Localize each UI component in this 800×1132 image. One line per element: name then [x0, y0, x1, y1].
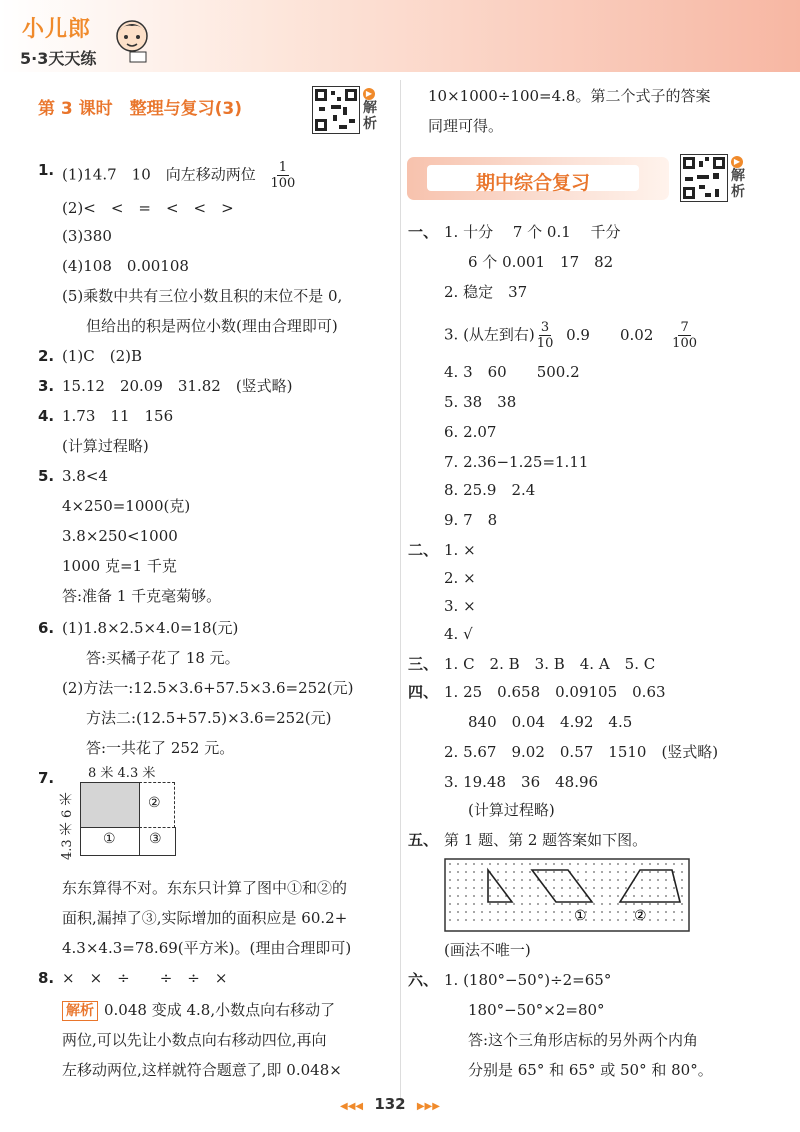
q8-analysis-line3: 左移动两位,这样就符合题意了,即 0.048× — [62, 1061, 342, 1079]
qr-code-icon[interactable] — [312, 86, 360, 134]
play-icon: ▶ — [731, 156, 743, 168]
section-banner — [407, 157, 669, 200]
s6-line3: 答:这个三角形店标的另外两个内角 — [468, 1031, 699, 1049]
q6-line4: 方法二:(12.5+57.5)×3.6=252(元) — [86, 709, 332, 727]
q1-part5a: (5)乘数中共有三位小数且积的末位不是 0, — [62, 287, 343, 305]
q7-line1: 东东算得不对。东东只计算了图中①和②的 — [62, 879, 348, 897]
q1-part5b: 但给出的积是两位小数(理由合理即可) — [86, 317, 338, 335]
brand-logo — [20, 8, 155, 70]
s1-item5: 5. 38 38 — [444, 393, 517, 411]
s6-line4: 分别是 65° 和 65° 或 50° 和 80°。 — [468, 1061, 713, 1079]
page-footer — [340, 1095, 440, 1113]
dot-grid-figure — [444, 858, 690, 932]
q7-diagram — [80, 782, 176, 856]
s1-item8: 8. 25.9 2.4 — [444, 481, 536, 499]
mascot-icon — [112, 16, 152, 64]
q5-line3: 3.8×250<1000 — [62, 527, 178, 545]
q8-analysis-line1: 解析 0.048 变成 4.8,小数点向右移动了 — [62, 1000, 335, 1021]
q6-line2: 答:买橘子花了 18 元。 — [86, 649, 240, 667]
continued-line1: 10×1000÷100=4.8。第二个式子的答案 — [428, 87, 711, 105]
s1-item9: 9. 7 8 — [444, 511, 498, 529]
s4-item3: 3. 19.48 36 48.96 — [444, 773, 599, 791]
q7-line2: 面积,漏掉了③,实际增加的面积应是 60.2+ — [62, 909, 348, 927]
q5-line5: 答:准备 1 千克毫菊够。 — [62, 587, 222, 605]
page-number: 132 — [374, 1095, 406, 1113]
q7-side-label: 4.3 米 6 米 — [60, 792, 75, 860]
q7-line3: 4.3×4.3=78.69(平方米)。(理由合理即可) — [62, 939, 352, 957]
q4-text: 1.73 11 156 — [62, 407, 174, 425]
s4-item3-note: (计算过程略) — [468, 801, 555, 819]
q1-number: 1. — [38, 161, 55, 179]
s1-item6: 6. 2.07 — [444, 423, 497, 441]
s4-item1a: 1. 25 0.658 0.09105 0.63 — [444, 683, 666, 701]
q5-line4: 1000 克=1 千克 — [62, 557, 177, 575]
q5-number: 5. — [38, 467, 55, 485]
area-2: ② — [139, 782, 175, 828]
fraction: $\frac{1}{100}$ — [270, 160, 296, 191]
q4-note: (计算过程略) — [62, 437, 149, 455]
q6-line5: 答:一共花了 252 元。 — [86, 739, 235, 757]
q3-text: 15.12 20.09 31.82 (竖式略) — [62, 377, 293, 395]
brand-name: 小儿郎 — [22, 17, 92, 42]
s5-text: 第 1 题、第 2 题答案如下图。 — [444, 831, 648, 849]
s3-text: 1. C 2. B 3. B 4. A 5. C — [444, 655, 656, 673]
s2-item1: 1. × — [444, 541, 476, 559]
q1-part3: (3)380 — [62, 227, 112, 245]
arrow-right-icon: ▶▶▶ — [416, 1101, 440, 1112]
s1-item1b: 6 个 0.001 17 82 — [468, 253, 614, 271]
q6-number: 6. — [38, 619, 55, 637]
lesson-title: 第 3 课时 整理与复习(3) — [38, 99, 243, 119]
s1-item2: 2. 稳定 37 — [444, 283, 528, 301]
qr-code-icon[interactable] — [680, 154, 728, 202]
q1-part2: (2)< < = < < > — [62, 199, 234, 217]
s6-line2: 180°−50°×2=80° — [468, 1001, 605, 1019]
q8-number: 8. — [38, 969, 55, 987]
q5-line2: 4×250=1000(克) — [62, 497, 191, 515]
figure-mark-2: ② — [634, 908, 647, 924]
qr-label: ▶ 解析 — [363, 89, 377, 132]
q6-line1: (1)1.8×2.5×4.0=18(元) — [62, 619, 239, 637]
play-icon: ▶ — [363, 88, 375, 100]
analysis-tag: 解析 — [62, 1001, 98, 1021]
section-6-label: 六、 — [408, 971, 439, 989]
q7-number: 7. — [38, 769, 55, 787]
q8-analysis-line2: 两位,可以先让小数点向右移动四位,再向 — [62, 1031, 327, 1049]
s1-item4: 4. 3 60 500.2 — [444, 363, 580, 381]
column-divider — [400, 80, 401, 1110]
original-area — [80, 782, 140, 828]
area-3: ③ — [139, 827, 176, 856]
q3-number: 3. — [38, 377, 55, 395]
s5-note: (画法不唯一) — [444, 941, 531, 959]
s2-item2: 2. × — [444, 569, 476, 587]
fraction: $\frac{3}{10}$ — [536, 320, 554, 351]
s2-item4: 4. √ — [444, 625, 473, 643]
q6-line3: (2)方法一:12.5×3.6+57.5×3.6=252(元) — [62, 679, 354, 697]
s1-item7: 7. 2.36−1.25=1.11 — [444, 453, 589, 471]
section-4-label: 四、 — [408, 683, 439, 701]
s2-item3: 3. × — [444, 597, 476, 615]
q1-part1: (1)14.7 10 向左移动两位 $\frac{1}{100}$ — [62, 160, 296, 191]
section-3-label: 三、 — [408, 655, 439, 673]
arrow-left-icon: ◀◀◀ — [340, 1101, 364, 1112]
q2-number: 2. — [38, 347, 55, 365]
s4-item2: 2. 5.67 9.02 0.57 1510 (竖式略) — [444, 743, 719, 761]
q8-text: × × ÷ ÷ ÷ × — [62, 969, 228, 987]
area-1: ① — [80, 827, 140, 856]
s6-line1: 1. (180°−50°)÷2=65° — [444, 971, 612, 989]
q2-text: (1)C (2)B — [62, 347, 142, 365]
q4-number: 4. — [38, 407, 55, 425]
section-title: 期中综合复习 — [475, 172, 590, 194]
brand-series: 5·3天天练 — [20, 49, 97, 68]
section-5-label: 五、 — [408, 831, 439, 849]
fraction: $\frac{7}{100}$ — [672, 320, 697, 351]
s4-item1b: 840 0.04 4.92 4.5 — [468, 713, 633, 731]
figure-mark-1: ① — [574, 908, 587, 924]
continued-line2: 同理可得。 — [428, 117, 504, 135]
s1-item1a: 1. 十分 7 个 0.1 千分 — [444, 223, 621, 241]
section-1-label: 一、 — [408, 223, 439, 241]
section-2-label: 二、 — [408, 541, 439, 559]
q5-line1: 3.8<4 — [62, 467, 108, 485]
s1-item3: 3. (从左到右) $\frac{3}{10}$ 0.9 0.02 $\frac{7}{100}$ — [444, 320, 697, 351]
qr-label: ▶ 解析 — [731, 157, 745, 200]
q1-part4: (4)108 0.00108 — [62, 257, 189, 275]
q7-top-label: 8 米 4.3 米 — [88, 766, 156, 781]
